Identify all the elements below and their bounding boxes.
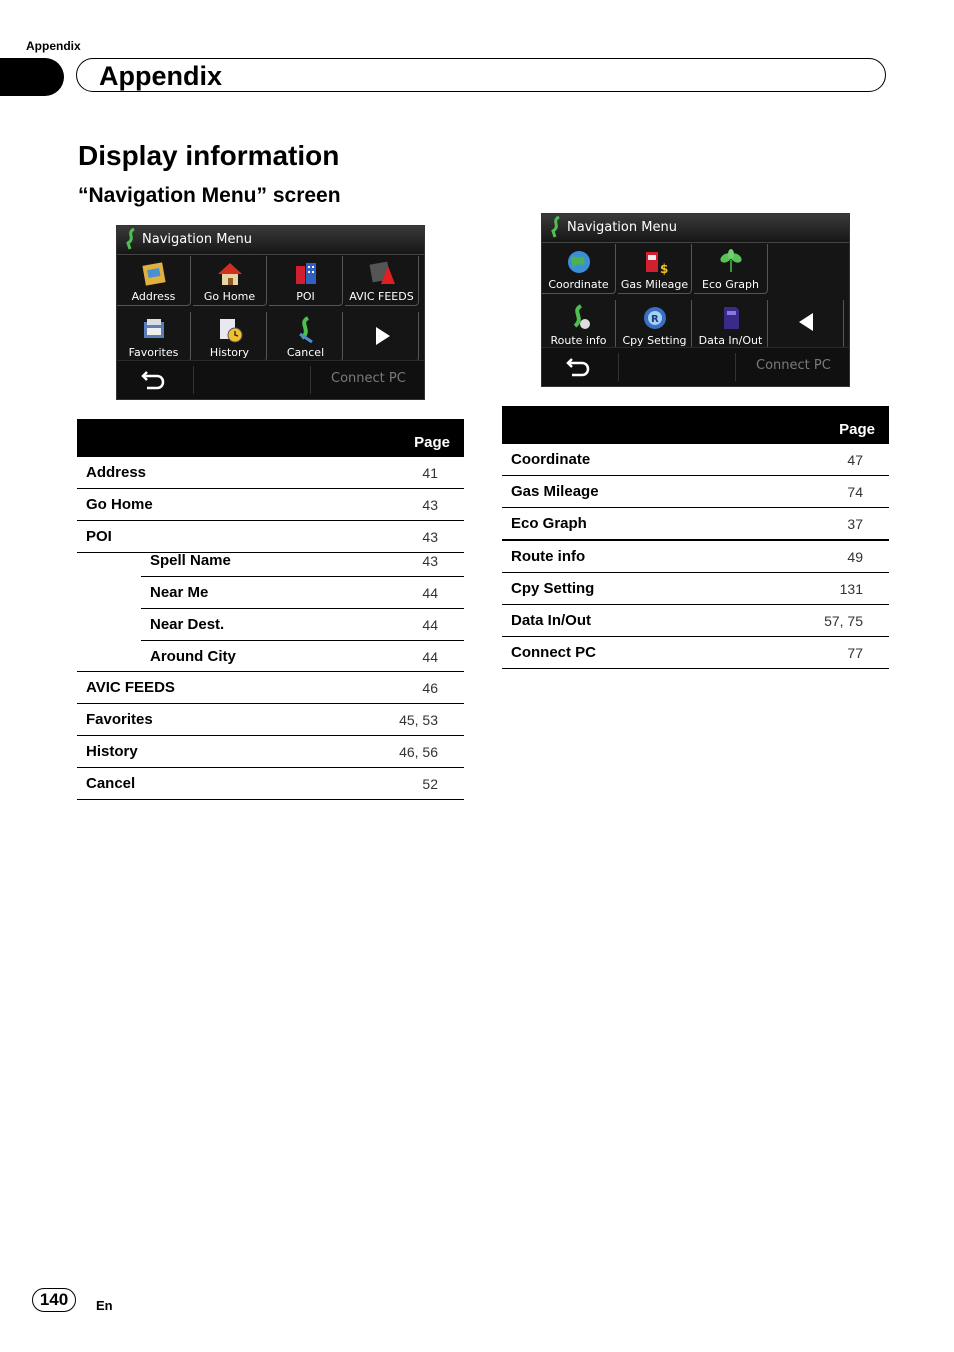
item-page: 44 <box>376 609 464 641</box>
item-name: Cpy Setting <box>502 573 801 605</box>
item-name: Coordinate <box>502 444 801 476</box>
sd-card-icon <box>717 304 745 332</box>
divider <box>618 353 619 381</box>
route-info-tile[interactable]: Route info <box>542 300 616 350</box>
table-row <box>141 641 464 673</box>
language-code: En <box>96 1298 113 1313</box>
section-tab-marker <box>0 58 64 96</box>
address-book-icon <box>140 260 168 288</box>
item-page: 49 <box>801 540 889 573</box>
item-page: 45, 53 <box>376 704 464 736</box>
next-page-button[interactable] <box>345 312 419 362</box>
item-page: 52 <box>376 768 464 800</box>
screen-title: Navigation Menu <box>142 232 252 247</box>
cpy-setting-icon <box>641 304 669 332</box>
screen-title-bar <box>117 226 424 255</box>
item-page: 43 <box>376 489 464 521</box>
history-clock-icon <box>216 316 244 344</box>
table-row <box>502 605 889 637</box>
gas-pump-icon <box>641 248 669 276</box>
menu-items-table-1-continued <box>77 671 464 800</box>
screen-title-bar <box>542 214 849 243</box>
go-home-tile[interactable]: Go Home <box>193 256 267 306</box>
page-heading: Display information <box>78 140 340 171</box>
item-name: Gas Mileage <box>502 476 801 508</box>
connect-pc-button[interactable]: Connect PC <box>331 371 406 386</box>
svg-text:R: R <box>650 314 659 325</box>
item-page: 131 <box>801 573 889 605</box>
divider <box>193 366 194 394</box>
item-name: Go Home <box>77 489 376 521</box>
house-icon <box>216 260 244 288</box>
item-page: 46 <box>376 672 464 704</box>
item-name: AVIC FEEDS <box>77 672 376 704</box>
item-name: Connect PC <box>502 637 801 669</box>
favorites-tile[interactable]: Favorites <box>117 312 191 362</box>
table-row <box>141 577 464 609</box>
item-name: Eco Graph <box>502 508 801 541</box>
page-column-header: Page <box>77 419 464 457</box>
item-name: Favorites <box>77 704 376 736</box>
item-page: 41 <box>376 457 464 489</box>
cancel-tile[interactable]: Cancel <box>269 312 343 362</box>
table-row <box>77 736 464 768</box>
table-row <box>502 540 889 573</box>
navigation-menu-screen-1 <box>116 225 425 400</box>
screen-bottom-bar <box>117 360 424 399</box>
running-header: Appendix <box>26 39 81 53</box>
table-row <box>502 476 889 508</box>
item-page: 44 <box>422 648 438 665</box>
page-subheading: “Navigation Menu” screen <box>78 184 341 207</box>
favorites-icon <box>140 316 168 344</box>
table-row <box>141 609 464 641</box>
item-page: 57, 75 <box>801 605 889 637</box>
item-name: Route info <box>502 540 801 573</box>
item-page: 37 <box>801 508 889 541</box>
connect-pc-button[interactable]: Connect PC <box>756 358 831 373</box>
table-row <box>502 573 889 605</box>
item-name: Near Me <box>141 577 376 609</box>
divider <box>310 366 311 394</box>
item-name: POI <box>77 521 376 553</box>
item-name: Cancel <box>77 768 376 800</box>
page-number: 140 <box>32 1288 76 1312</box>
table-header-row <box>502 406 889 444</box>
previous-page-button[interactable] <box>770 300 844 350</box>
item-name: Spell Name <box>141 545 376 577</box>
item-page: 77 <box>801 637 889 669</box>
eco-graph-tile[interactable]: Eco Graph <box>694 244 768 294</box>
item-page: 74 <box>801 476 889 508</box>
page-column-header: Page <box>502 406 889 444</box>
table-row <box>502 508 889 541</box>
divider <box>735 353 736 381</box>
item-name: Data In/Out <box>502 605 801 637</box>
navigation-menu-screen-2 <box>541 213 850 387</box>
item-name: Around City <box>150 648 236 665</box>
svg-text:$: $ <box>659 262 668 276</box>
poi-tile[interactable]: POI <box>269 256 343 306</box>
table-row <box>77 704 464 736</box>
item-name: Near Dest. <box>141 609 376 641</box>
item-page: 44 <box>376 577 464 609</box>
avic-feeds-tile[interactable]: AVIC FEEDS <box>345 256 419 306</box>
globe-icon <box>565 248 593 276</box>
arrow-left-icon <box>793 308 821 336</box>
table-row <box>77 768 464 800</box>
route-info-icon <box>565 304 593 332</box>
navigation-logo-icon <box>123 228 139 250</box>
section-title: Appendix <box>99 61 223 91</box>
table-row <box>502 637 889 669</box>
data-in-out-tile[interactable]: Data In/Out <box>694 300 768 350</box>
item-page: 47 <box>801 444 889 476</box>
gas-mileage-tile[interactable]: $ Gas Mileage <box>618 244 692 294</box>
back-arrow-icon[interactable] <box>566 355 592 377</box>
cpy-setting-tile[interactable]: R Cpy Setting <box>618 300 692 350</box>
coordinate-tile[interactable]: Coordinate <box>542 244 616 294</box>
item-page: 43 <box>376 545 464 577</box>
item-name: History <box>77 736 376 768</box>
arrow-right-icon <box>368 322 396 350</box>
screen-bottom-bar <box>542 347 849 386</box>
table-row <box>77 457 464 489</box>
screen-title: Navigation Menu <box>567 220 677 235</box>
section-title-bar <box>76 58 886 92</box>
avic-feeds-icon <box>368 260 396 288</box>
eco-leaf-icon <box>717 248 745 276</box>
table-row <box>77 672 464 704</box>
poi-icon <box>292 260 320 288</box>
table-row <box>141 545 464 577</box>
navigation-logo-icon <box>548 216 564 238</box>
cancel-route-icon <box>292 316 320 344</box>
menu-items-table-2 <box>502 406 889 669</box>
item-page: 43 <box>376 521 464 553</box>
table-row <box>502 444 889 476</box>
history-tile[interactable]: History <box>193 312 267 362</box>
table-row <box>77 489 464 521</box>
address-tile[interactable]: Address <box>117 256 191 306</box>
item-page: 46, 56 <box>376 736 464 768</box>
poi-subitems-table <box>141 545 464 672</box>
item-name: Address <box>77 457 376 489</box>
table-header-row <box>77 419 464 457</box>
back-arrow-icon[interactable] <box>141 368 167 390</box>
menu-items-table-1 <box>77 419 464 553</box>
